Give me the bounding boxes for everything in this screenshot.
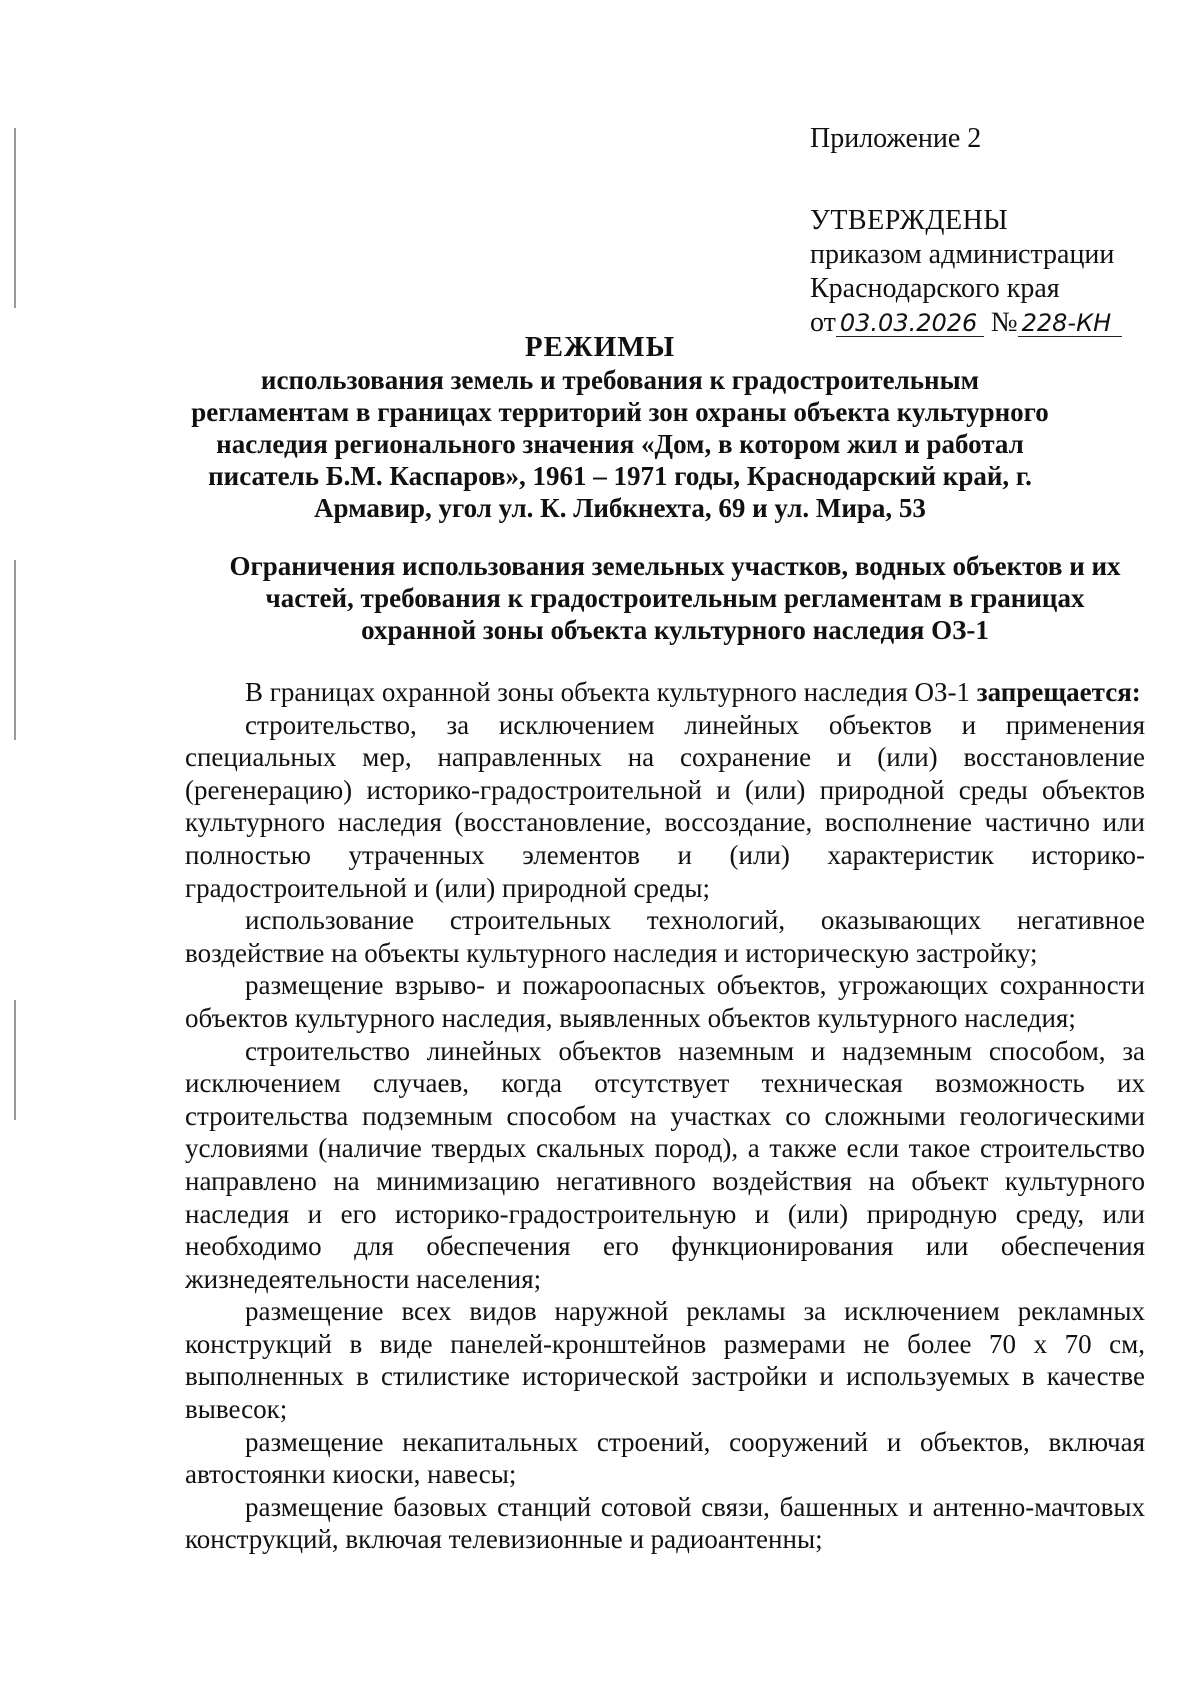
list-item: строительство, за исключением линейных объектов и применения специальных мер, направленных на сохранение и (или) восстановление (регенерацию) историко-градостроительной и (или) природной среды объектов культурного наследия (восстановление, воссоздание, восполнение частично или полностью утраченных элементов и (или) характеристик историко-градостроительной и (или) природной среды; bbox=[185, 709, 1145, 903]
list-item: размещение некапитальных строений, сооружений и объектов, включая автостоянки киоски, навесы; bbox=[185, 1426, 1145, 1490]
date-prefix: от bbox=[810, 307, 836, 338]
appendix-label: Приложение 2 bbox=[810, 123, 982, 154]
list-item: размещение взрыво- и пожароопасных объектов, угрожающих сохранности объектов культурного наследия, выявленных объектов культурного наследия; bbox=[185, 970, 1145, 1033]
approved-label: УТВЕРЖДЕНЫ bbox=[810, 205, 1009, 236]
intro-text: В границах охранной зоны объекта культурного наследия ОЗ-1 bbox=[245, 677, 971, 707]
number-prefix: № bbox=[990, 307, 1018, 338]
handwritten-date: 03.03.2026 bbox=[836, 310, 984, 337]
scan-edge-mark bbox=[14, 1000, 16, 1120]
approval-line: Краснодарского края bbox=[810, 273, 1060, 304]
scan-edge-mark bbox=[14, 128, 16, 308]
approval-line: приказом администрации bbox=[810, 239, 1115, 270]
approval-block bbox=[810, 122, 1170, 340]
document-title: РЕЖИМЫ bbox=[524, 331, 676, 363]
list-item: использование строительных технологий, оказывающих негативное воздействие на объекты культурного наследия и историческую застройку; bbox=[185, 905, 1145, 968]
list-item: строительство линейных объектов наземным и надземным способом, за исключением случаев, когда отсутствует техническая возможность их строительства подземным способом на участках со сложными геологическими условиями (наличие твердых скальных пород), а также если такое строительство направлено на минимизацию негативного воздействия на объект культурного наследия и его историко-градостроительную и (или) природную среду, или необходимо для обеспечения его функционирования или обеспечения жизнедеятельности населения; bbox=[185, 1035, 1145, 1294]
intro-bold: запрещается: bbox=[976, 677, 1141, 707]
section-heading: Ограничения использования земельных участков, водных объектов и их частей, требования к градостроительным регламентам в границах охранной зоны объекта культурного наследия ОЗ-1 bbox=[229, 551, 1121, 645]
intro-paragraph bbox=[185, 676, 1145, 709]
scan-edge-mark bbox=[14, 560, 16, 740]
handwritten-number: 228-КН bbox=[1018, 310, 1122, 337]
document-subtitle: использования земель и требования к градостроительным регламентам в границах территорий зон охраны объекта культурного наследия регионального значения «Дом, в котором жил и работал писатель Б.М. Каспаров», 1961 – 1971 годы, Краснодарский край, г. Армавир, угол ул. К. Либкнехта, 69 и ул. Мира, 53 bbox=[191, 365, 1049, 523]
list-item: размещение базовых станций сотовой связи, башенных и антенно-мачтовых конструкций, включая телевизионные и радиоантенны; bbox=[185, 1491, 1145, 1555]
body-text bbox=[185, 676, 1145, 1556]
list-item: размещение всех видов наружной рекламы за исключением рекламных конструкций в виде панелей-кронштейнов размерами не более 70 х 70 см, выполненных в стилистике исторической застройки и используемых в качестве вывесок; bbox=[185, 1296, 1145, 1425]
